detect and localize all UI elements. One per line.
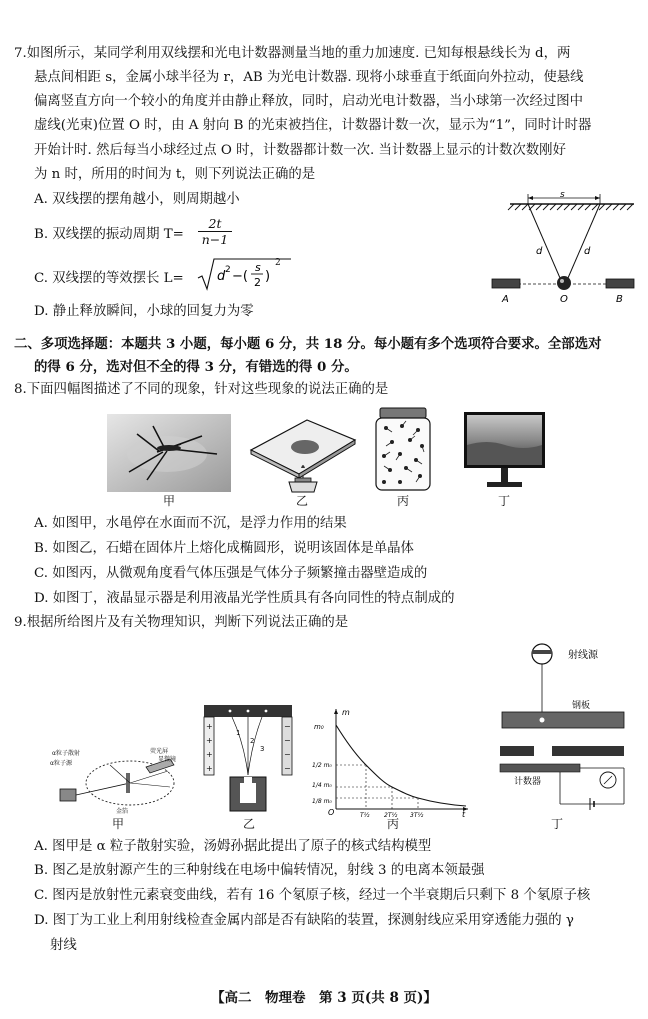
q8-option-b: B. 如图乙，石蜡在固体片上熔化成椭圆形，说明该固体是单晶体 <box>34 541 414 556</box>
svg-text:+: + <box>206 764 213 773</box>
q9-option-c: C. 图丙是放射性元素衰变曲线，若有 16 个氡原子核，经过一个半衰期后只剩下 8 个氡原子核 <box>34 888 591 903</box>
q8-option-a: A. 如图甲，水黾停在水面而不沉，是浮力作用的结果 <box>34 516 347 531</box>
q9-jia-label-3: 荧光屏 <box>150 748 169 755</box>
q9-option-a: A. 图甲是 α 粒子散射实验，汤姆孙据此提出了原子的核式结构模型 <box>34 839 432 854</box>
q9-yi-ray-3: 3 <box>260 745 265 753</box>
q9-industrial-inspection-diagram <box>490 642 630 812</box>
q7-fig-label-b: B <box>616 294 623 305</box>
q7-fraction-b-den: n−1 <box>198 231 232 247</box>
q9-jia-label-1: α粒子散射 <box>52 750 80 757</box>
q7-fig-label-d1: d <box>536 246 543 257</box>
q7-line-5: 开始计时. 然后每当小球经过点 O 时，计数器都计数一次. 当计数器上显示的计数次数刚好 <box>34 143 566 158</box>
q9-jia-label-4: 显微镜 <box>158 756 177 763</box>
q9-option-d-cont: 射线 <box>50 938 77 953</box>
svg-text:+: + <box>206 750 213 759</box>
q9-ding-source: 射线源 <box>568 650 598 661</box>
q7-option-b <box>34 226 184 244</box>
q9-ding-counter: 计数器 <box>514 777 542 787</box>
q9-caption-bing: 丙 <box>387 817 400 831</box>
q8-wax-melting-image <box>245 410 357 494</box>
q9-yi-ray-2: 2 <box>250 737 255 745</box>
q8-stem: 8.下面四幅图描述了不同的现象，针对这些现象的说法正确的是 <box>14 382 389 397</box>
svg-text:−: − <box>284 736 291 745</box>
q9-bing-quarter: 1/4 m₀ <box>312 782 332 789</box>
q9-caption-jia: 甲 <box>112 817 125 831</box>
q7-fig-label-a: A <box>502 294 509 305</box>
q8-water-strider-image <box>107 414 231 492</box>
q8-option-d: D. 如图丁，液晶显示器是利用液晶光学性质具有各向同性的特点制成的 <box>34 591 455 606</box>
q9-option-b: B. 图乙是放射源产生的三种射线在电场中偏转情况，射线 3 的电离本领最强 <box>34 863 485 878</box>
q7-fig-label-d2: d <box>584 246 591 257</box>
q9-alpha-scattering-diagram <box>50 745 190 817</box>
q7-option-a: A. 双线摆的摆角越小，则周期越小 <box>34 192 240 207</box>
svg-text:−: − <box>284 722 291 731</box>
q7-option-b-text: B. 双线摆的振动周期 T= <box>34 227 184 242</box>
svg-text:−: − <box>284 764 291 773</box>
q9-jia-label-2: α粒子源 <box>50 760 72 767</box>
page-footer: 【高二 物理卷 第 3 页(共 8 页)】 <box>211 990 437 1006</box>
q8-gas-jar-image <box>372 406 434 492</box>
q9-bing-t: t <box>462 810 466 817</box>
section-2-heading: 二、多项选择题：本题共 3 小题，每小题 6 分，共 18 分。每小题有多个选项符合要求。全部选对 <box>14 336 602 352</box>
q9-caption-ding: 丁 <box>551 817 564 831</box>
svg-text:+: + <box>206 736 213 745</box>
q8-option-c: C. 如图丙，从微观角度看气体压强是气体分子频繁撞击器壁造成的 <box>34 566 428 581</box>
q9-bing-m0: m₀ <box>314 723 324 731</box>
svg-text:−: − <box>284 750 291 759</box>
q7-fraction-b <box>198 216 232 247</box>
section-2-heading-line-2: 的得 6 分，选对但不全的得 3 分，有错选的得 0 分。 <box>34 359 358 375</box>
q9-bing-half: 1/2 m₀ <box>312 762 332 769</box>
q9-yi-ray-1: 1 <box>236 729 241 737</box>
q7-c-den: 2 <box>254 276 261 289</box>
q9-option-d: D. 图丁为工业上利用射线检查金属内部是否有缺陷的装置，探测射线应采用穿透能力强的 γ <box>34 913 574 928</box>
q8-caption-jia: 甲 <box>163 494 176 508</box>
q7-option-c-text: C. 双线摆的等效摆长 L= <box>34 271 184 286</box>
q9-bing-t2: 2T½ <box>384 812 398 817</box>
q8-caption-ding: 丁 <box>498 494 511 508</box>
q7-fraction-b-num: 2t <box>208 216 222 231</box>
q9-bing-t3: 3T½ <box>410 812 424 817</box>
q9-bing-y: m <box>342 708 350 717</box>
q7-fig-label-s: s <box>560 190 565 200</box>
svg-text:+: + <box>206 722 213 731</box>
q7-line-3: 偏离竖直方向一个较小的角度并由静止释放，同时，启动光电计数器，当小球第一次经过图中 <box>34 94 584 109</box>
q7-c-d: d <box>217 269 226 284</box>
q7-pendulum-figure <box>488 188 638 308</box>
q7-option-d: D. 静止释放瞬间，小球的回复力为零 <box>34 304 254 319</box>
q9-bing-o: O <box>328 808 335 817</box>
q7-c-end: ) <box>265 269 271 284</box>
q7-c-exp2: 2 <box>275 258 281 268</box>
q8-caption-bing: 丙 <box>397 494 410 508</box>
q9-bing-t1: T½ <box>360 812 370 817</box>
q7-line-1: 7.如图所示，某同学利用双线摆和光电计数器测量当地的重力加速度. 已知每根悬线长为 d，两 <box>14 46 571 61</box>
q7-line-2: 悬点间相距 s，金属小球半径为 r，AB 为光电计数器. 现将小球垂直于纸面向外拉动，使悬线 <box>34 70 584 85</box>
q8-lcd-monitor-image <box>463 411 546 491</box>
q9-jia-label-5: 金箔 <box>116 808 129 815</box>
q7-option-c <box>34 270 184 288</box>
q7-c-mid: −( <box>232 269 248 284</box>
q8-caption-yi: 乙 <box>296 494 309 508</box>
q9-caption-yi: 乙 <box>243 817 256 831</box>
q7-line-4: 虚线(光束)位置 O 时，由 A 射向 B 的光束被挡住，计数器计数一次，显示为“1”，同时计时器 <box>34 118 592 133</box>
q7-line-6: 为 n 时，所用的时间为 t，则下列说法正确的是 <box>34 167 316 182</box>
q7-c-exp: 2 <box>225 265 231 275</box>
q7-fig-label-o: O <box>560 294 568 305</box>
q9-decay-curve-chart <box>312 705 472 817</box>
q9-ding-plate: 钢板 <box>572 701 591 711</box>
q9-bing-eighth: 1/8 m₀ <box>312 798 332 805</box>
q7-sqrt-formula <box>196 256 296 292</box>
q9-stem: 9.根据所给图片及有关物理知识，判断下列说法正确的是 <box>14 615 349 630</box>
q7-c-num: s <box>255 261 261 274</box>
q9-radiation-field-diagram <box>200 703 296 815</box>
